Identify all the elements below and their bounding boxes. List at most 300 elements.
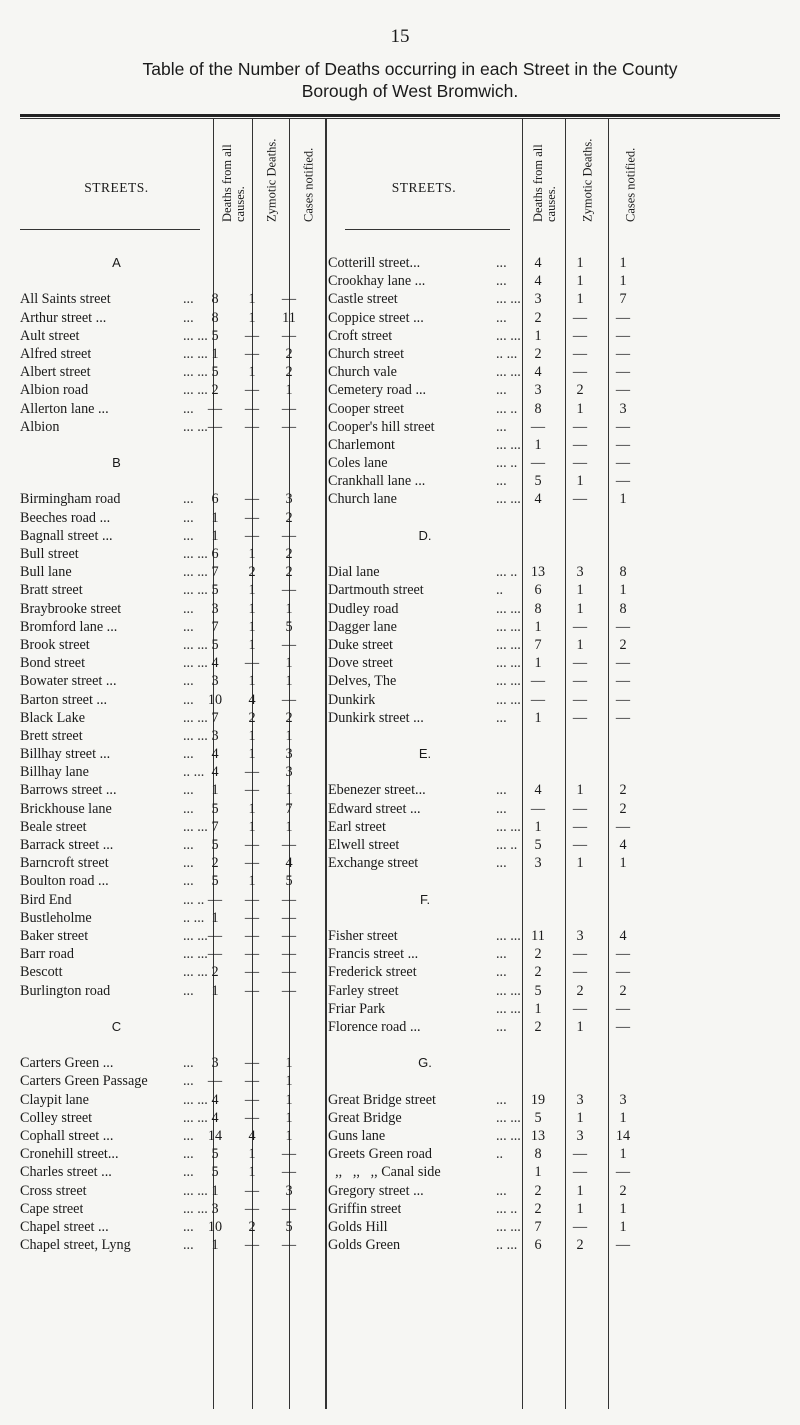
zymotic-value: 4 [248, 691, 256, 708]
cases-value: 14 [615, 1128, 631, 1144]
deaths-value: 1 [534, 1164, 542, 1181]
leader-dots: ... [183, 600, 194, 617]
leader-dots: .. ... [183, 764, 205, 781]
table-row [328, 672, 658, 690]
table-row [328, 1182, 658, 1200]
street-name: Bagnall street ... [20, 527, 113, 544]
deaths-value: 5 [211, 800, 219, 817]
deaths-value: 7 [211, 709, 219, 726]
zymotic-header-right: Zymotic Deaths. [580, 138, 595, 222]
leader-dots: ... [183, 1128, 194, 1144]
deaths-value: 10 [207, 691, 223, 708]
street-name: Chapel street, Lyng [20, 1237, 131, 1254]
spacer-row [20, 472, 325, 490]
street-name: Farley street [328, 982, 399, 999]
street-name: Griffin street [328, 1200, 402, 1217]
spacer-row [20, 1036, 325, 1054]
cases-value: 1 [285, 655, 293, 672]
deaths-value: 6 [211, 546, 219, 562]
deaths-value: 7 [534, 1218, 542, 1235]
table-row [20, 1054, 325, 1072]
street-name: Bratt street [20, 582, 83, 599]
cases-value: 2 [285, 364, 293, 381]
deaths-value: 3 [211, 1055, 219, 1072]
table-row [20, 891, 325, 909]
deaths-value: 5 [211, 636, 219, 653]
leader-dots: ... [183, 491, 194, 508]
street-name: Beale street [20, 818, 87, 835]
cases-value: 3 [285, 746, 293, 763]
cases-value: 1 [285, 782, 293, 799]
title-line-2: Borough of West Bromwich. [301, 81, 519, 101]
leader-dots: ... [496, 1018, 507, 1035]
cases-value: — [281, 891, 297, 908]
deaths-value: 3 [211, 727, 219, 744]
cases-value: — [281, 527, 297, 544]
cases-value: — [615, 309, 631, 326]
street-name: Dial lane [328, 564, 380, 581]
table-row [20, 818, 325, 836]
zymotic-value: — [572, 655, 588, 672]
zymotic-value: — [244, 964, 260, 981]
street-name: Croft street [328, 327, 393, 344]
zymotic-value: — [572, 946, 588, 963]
deaths-value: 5 [534, 982, 542, 999]
street-name: Friar Park [328, 1000, 386, 1017]
leader-dots: ... [183, 291, 194, 308]
table-row [328, 636, 658, 654]
leader-dots: ... ... [496, 1128, 521, 1144]
leader-dots: ... [183, 837, 194, 853]
cases-value: — [281, 327, 297, 344]
section-label: E. [418, 746, 432, 762]
deaths-value: 7 [211, 564, 219, 581]
table-row [20, 1163, 325, 1181]
street-name: Cophall street ... [20, 1128, 114, 1144]
deaths-value: 5 [211, 582, 219, 599]
street-name: Gregory street ... [328, 1182, 424, 1199]
zymotic-value: — [572, 964, 588, 981]
deaths-value: — [530, 418, 546, 435]
zymotic-value: — [572, 1218, 588, 1235]
street-name: Frederick street [328, 964, 417, 981]
zymotic-value: — [572, 1000, 588, 1017]
section-letter [328, 891, 658, 909]
table-row [20, 1218, 325, 1236]
zymotic-value: 1 [248, 309, 256, 326]
leader-dots: ... ... [183, 382, 208, 399]
cases-value: 1 [285, 727, 293, 744]
deaths-value: 3 [211, 673, 219, 690]
leader-dots: ... ... [496, 436, 521, 453]
deaths-value: 1 [211, 982, 219, 999]
cases-value: — [281, 291, 297, 308]
deaths-value: 2 [534, 964, 542, 981]
zymotic-value: 1 [248, 600, 256, 617]
leader-dots: ... ... [183, 1109, 208, 1126]
street-name: Brickhouse lane [20, 800, 112, 817]
street-name: Charlemont [328, 436, 395, 453]
street-name: Charles street ... [20, 1164, 112, 1181]
deaths-value: 7 [211, 618, 219, 635]
deaths-value: 2 [211, 382, 219, 399]
deaths-value: 3 [211, 1200, 219, 1217]
cases-value: 1 [619, 1218, 627, 1235]
street-name: Cotterill street... [328, 255, 421, 271]
cases-value: — [281, 400, 297, 417]
deaths-value: 4 [211, 746, 219, 763]
zymotic-value: 1 [248, 800, 256, 817]
table-row [328, 490, 658, 508]
cases-value: 8 [619, 564, 627, 581]
street-name: Beeches road ... [20, 509, 111, 526]
cases-value: — [615, 618, 631, 635]
zymotic-value: 1 [576, 1109, 584, 1126]
page-number: 15 [390, 26, 410, 47]
leader-dots: ... [496, 800, 507, 817]
leader-dots: ... .. [496, 837, 518, 853]
table-row [20, 400, 325, 418]
leader-dots: ... ... [183, 927, 208, 944]
table-row [20, 672, 325, 690]
section-label: F. [419, 891, 431, 907]
deaths-value: 1 [211, 527, 219, 544]
table-row [20, 691, 325, 709]
street-name: Florence road ... [328, 1018, 421, 1035]
leader-dots: ... ... [183, 1091, 208, 1108]
deaths-value: 4 [534, 255, 542, 271]
cases-value: — [615, 691, 631, 708]
zymotic-value: — [244, 1182, 260, 1199]
leader-dots: ... ... [183, 364, 208, 381]
cases-value: — [281, 582, 297, 599]
zymotic-value: — [572, 436, 588, 453]
table-row [20, 636, 325, 654]
deaths-value: 4 [211, 655, 219, 672]
leader-dots: ... ... [496, 1218, 521, 1235]
header-underline [345, 229, 510, 230]
table-row [328, 400, 658, 418]
table-row [328, 945, 658, 963]
table-row [20, 1072, 325, 1090]
table-row [328, 709, 658, 727]
table-row [20, 1145, 325, 1163]
leader-dots: ... ... [183, 345, 208, 362]
zymotic-value: — [244, 982, 260, 999]
table-row [20, 1127, 325, 1145]
streets-header-right: STREETS. [391, 180, 457, 195]
street-name: Bustleholme [20, 909, 92, 926]
cases-value: 1 [619, 1200, 627, 1217]
cases-value: 2 [619, 782, 627, 799]
street-name: Carters Green Passage [20, 1073, 148, 1090]
leader-dots: ... [183, 691, 194, 708]
table-row [20, 563, 325, 581]
cases-value: — [615, 673, 631, 690]
street-name: Albert street [20, 364, 91, 381]
cases-value: — [281, 927, 297, 944]
deaths-value: 4 [534, 491, 542, 508]
leader-dots: ... ... [496, 982, 521, 999]
cases-value: 3 [619, 400, 627, 417]
cases-value: — [281, 1146, 297, 1163]
cases-value: — [281, 1200, 297, 1217]
street-name: ,, ,, ,, Canal side [328, 1164, 441, 1181]
street-name: Bull lane [20, 564, 72, 581]
deaths-value: 2 [211, 855, 219, 872]
table-row [20, 982, 325, 1000]
table-row [20, 945, 325, 963]
section-letter [328, 527, 658, 545]
table-row [20, 1182, 325, 1200]
deaths-value: — [207, 418, 223, 435]
zymotic-value: 1 [576, 1200, 584, 1217]
leader-dots: ... [183, 1146, 194, 1163]
street-name: Cemetery road ... [328, 382, 427, 399]
cases-value: 2 [619, 800, 627, 817]
zymotic-value: — [572, 1146, 588, 1163]
table-row [20, 781, 325, 799]
zymotic-value: — [572, 691, 588, 708]
deaths-all-header-left: Deaths from all causes. [220, 144, 247, 222]
deaths-value: 2 [534, 946, 542, 963]
street-name: Ault street [20, 327, 80, 344]
zymotic-value: 1 [248, 873, 256, 890]
street-name: Coles lane [328, 455, 388, 472]
deaths-value: 1 [534, 327, 542, 344]
street-name: Bowater street ... [20, 673, 117, 690]
deaths-value: 5 [534, 1109, 542, 1126]
street-name: Crankhall lane ... [328, 473, 426, 490]
street-name: Great Bridge [328, 1109, 402, 1126]
leader-dots: ... [496, 782, 507, 799]
street-name: Bird End [20, 891, 72, 908]
street-name: Brook street [20, 636, 90, 653]
zymotic-value: 1 [248, 818, 256, 835]
spacer-row [20, 436, 325, 454]
zymotic-value: 1 [576, 473, 584, 490]
cases-value: 1 [619, 855, 627, 872]
leader-dots: ... [183, 1055, 194, 1072]
table-row [328, 472, 658, 490]
street-name: Church street [328, 345, 405, 362]
street-name: Delves, The [328, 673, 397, 690]
leader-dots: ... .. [496, 455, 518, 472]
leader-dots: ... [496, 418, 507, 435]
cases-value: — [615, 964, 631, 981]
cases-value: — [615, 327, 631, 344]
table-row [20, 872, 325, 890]
table-row [328, 1127, 658, 1145]
zymotic-value: — [572, 837, 588, 853]
street-name: Barrows street ... [20, 782, 117, 799]
zymotic-value: 4 [248, 1128, 256, 1144]
street-name: Crookhay lane ... [328, 273, 426, 290]
table-row [20, 1236, 325, 1254]
leader-dots: ... ... [183, 564, 208, 581]
section-label: G. [418, 1055, 432, 1071]
street-name: Bescott [20, 964, 63, 981]
table-row [328, 1145, 658, 1163]
street-name: Braybrooke street [20, 600, 122, 617]
table-row [328, 436, 658, 454]
cases-value: 1 [285, 382, 293, 399]
zymotic-value: — [244, 909, 260, 926]
table-row [20, 1200, 325, 1218]
zymotic-value: — [244, 655, 260, 672]
table-row [20, 800, 325, 818]
street-name: Billhay street ... [20, 746, 111, 763]
zymotic-value: 1 [248, 582, 256, 599]
zymotic-value: — [244, 1237, 260, 1254]
street-name: Dudley road [328, 600, 399, 617]
street-name: Cross street [20, 1182, 87, 1199]
deaths-value: 7 [534, 636, 542, 653]
street-name: Duke street [328, 636, 394, 653]
zymotic-value: — [244, 891, 260, 908]
table-row [328, 691, 658, 709]
deaths-value: 8 [534, 600, 542, 617]
cases-value: 1 [619, 1109, 627, 1126]
street-name: Great Bridge street [328, 1091, 436, 1108]
section-label: D. [418, 527, 432, 543]
street-name: Barton street ... [20, 691, 108, 708]
deaths-value: 2 [211, 964, 219, 981]
deaths-value: — [530, 691, 546, 708]
leader-dots: ... [183, 982, 194, 999]
deaths-value: 4 [534, 273, 542, 290]
section-label: C [111, 1018, 122, 1034]
zymotic-value: 1 [576, 782, 584, 799]
deaths-value: 2 [534, 1182, 542, 1199]
table-row [328, 454, 658, 472]
cases-value: 2 [285, 709, 293, 726]
deaths-value: 1 [534, 818, 542, 835]
zymotic-value: 2 [576, 982, 584, 999]
deaths-value: — [207, 891, 223, 908]
street-name: Arthur street ... [20, 309, 107, 326]
zymotic-value: 1 [576, 1018, 584, 1035]
street-name: Billhay lane [20, 764, 89, 781]
leader-dots: ... ... [183, 418, 208, 435]
street-name: Francis street ... [328, 946, 419, 963]
zymotic-value: 2 [576, 382, 584, 399]
street-name: Allerton lane ... [20, 400, 109, 417]
cases-value: 1 [285, 1109, 293, 1126]
cases-value: 1 [285, 818, 293, 835]
leader-dots: ... [183, 746, 194, 763]
spacer-row [328, 1036, 658, 1054]
table-row [20, 345, 325, 363]
leader-dots: ... ... [496, 327, 521, 344]
header-rule-thick [20, 114, 780, 117]
deaths-value: 5 [534, 837, 542, 853]
street-name: Chapel street ... [20, 1218, 109, 1235]
zymotic-value: 1 [248, 618, 256, 635]
table-row [328, 254, 658, 272]
deaths-value: 2 [534, 1018, 542, 1035]
street-name: Fisher street [328, 927, 398, 944]
zymotic-value: — [244, 491, 260, 508]
deaths-value: 10 [207, 1218, 223, 1235]
table-row [328, 836, 658, 854]
deaths-value: 8 [211, 291, 219, 308]
table-row [328, 581, 658, 599]
street-name: Cooper's hill street [328, 418, 435, 435]
header-rule-thin [20, 118, 780, 119]
zymotic-value: 1 [248, 673, 256, 690]
zymotic-value: 3 [576, 927, 584, 944]
deaths-value: 1 [211, 909, 219, 926]
table-row [20, 618, 325, 636]
section-letter [328, 745, 658, 763]
leader-dots: ... [496, 273, 507, 290]
leader-dots: ... [183, 1237, 194, 1254]
deaths-value: — [207, 400, 223, 417]
cases-value: 1 [285, 1055, 293, 1072]
street-name: Greets Green road [328, 1146, 432, 1163]
cases-value: 2 [285, 564, 293, 581]
zymotic-value: — [572, 327, 588, 344]
leader-dots: ... [183, 400, 194, 417]
leader-dots: .. ... [496, 345, 518, 362]
leader-dots: ... .. [496, 564, 518, 581]
title-line-1: Table of the Number of Deaths occurring in each Street in the County [142, 59, 678, 79]
spacer-row [328, 727, 658, 745]
street-name: Bond street [20, 655, 86, 672]
table-row [20, 763, 325, 781]
cases-header-right: Cases notified. [623, 147, 638, 222]
leader-dots: .. [496, 1146, 504, 1163]
zymotic-value: 1 [248, 727, 256, 744]
table-row [328, 363, 658, 381]
table-row [20, 1091, 325, 1109]
street-name: Castle street [328, 291, 398, 308]
table-row [20, 490, 325, 508]
section-letter [20, 454, 325, 472]
street-name: Church lane [328, 491, 397, 508]
section-label: A [112, 255, 121, 270]
street-name: Barrack street ... [20, 837, 114, 853]
leader-dots: ... ... [183, 655, 208, 672]
zymotic-value: — [572, 418, 588, 435]
zymotic-value: — [572, 455, 588, 472]
leader-dots: .. ... [496, 1237, 518, 1254]
zymotic-value: 1 [248, 636, 256, 653]
cases-value: 4 [619, 837, 627, 853]
leader-dots: ... ... [183, 964, 208, 981]
leader-dots: ... ... [496, 818, 521, 835]
cases-value: 1 [619, 1146, 627, 1163]
leader-dots: .. [496, 582, 504, 599]
left-table [20, 254, 325, 1254]
column-divider [326, 119, 327, 1409]
cases-value: 2 [285, 509, 293, 526]
deaths-value: 8 [534, 400, 542, 417]
deaths-value: 7 [211, 818, 219, 835]
zymotic-value: 1 [248, 291, 256, 308]
zymotic-value: — [572, 818, 588, 835]
deaths-value: 8 [211, 309, 219, 326]
deaths-value: 13 [530, 564, 546, 581]
leader-dots: ... ... [183, 727, 208, 744]
cases-value: 3 [285, 491, 293, 508]
table-row [328, 327, 658, 345]
deaths-value: 2 [534, 1200, 542, 1217]
cases-value: — [615, 418, 631, 435]
cases-value: — [281, 418, 297, 435]
leader-dots: ... [496, 1182, 507, 1199]
